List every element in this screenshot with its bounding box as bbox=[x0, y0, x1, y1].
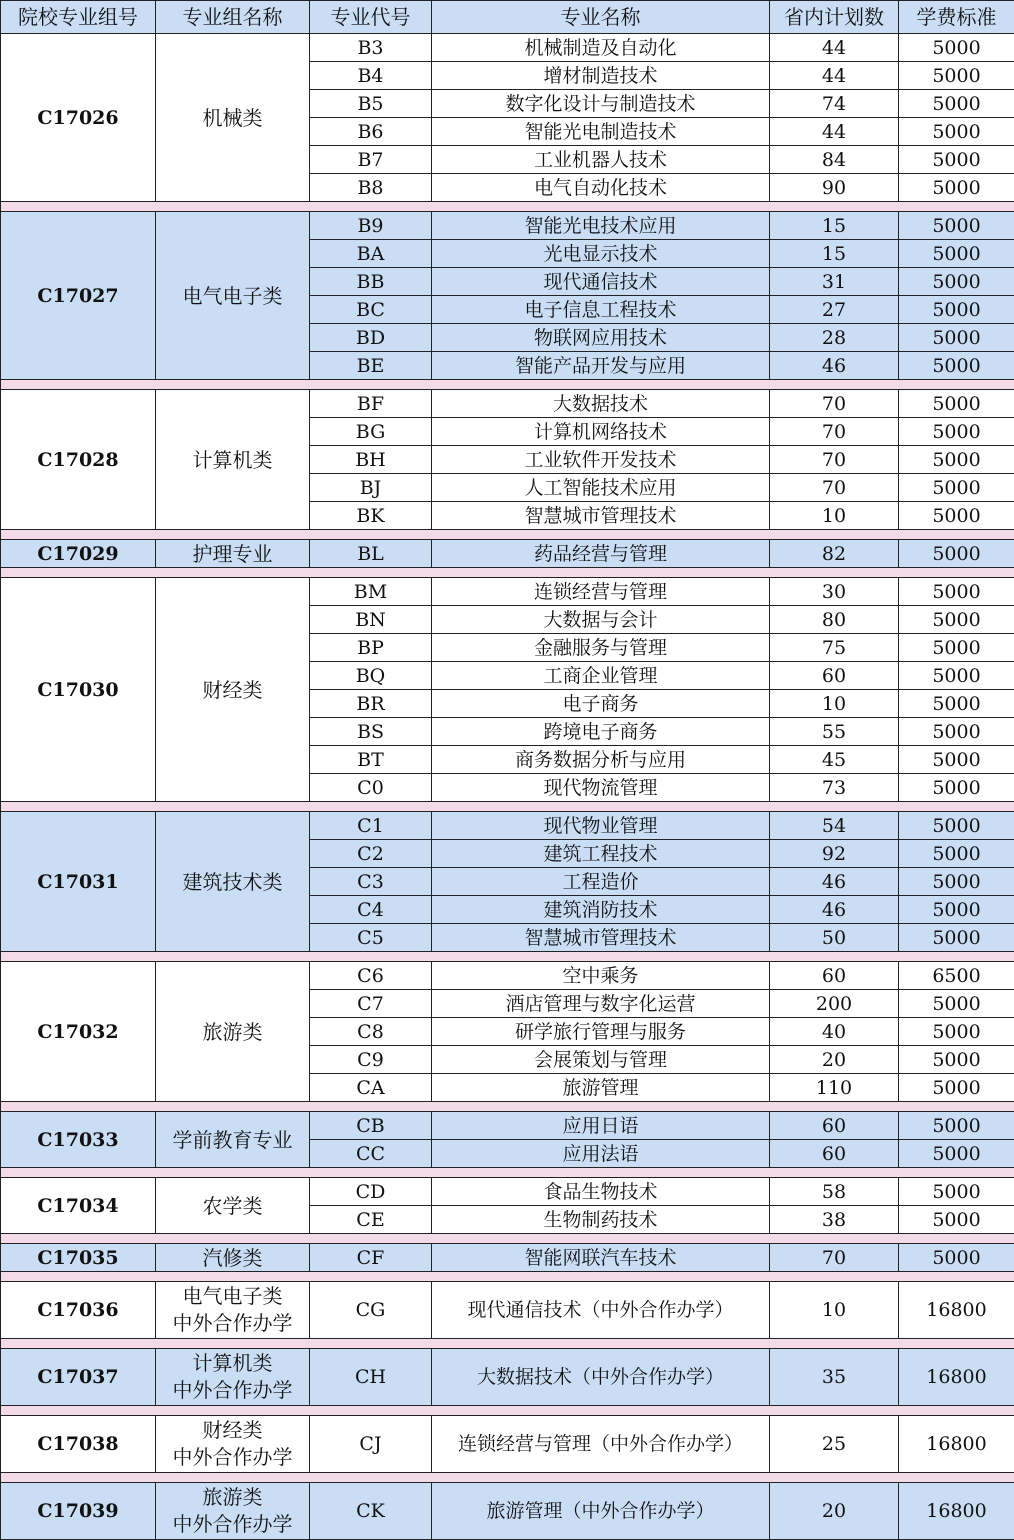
major-code: C9 bbox=[310, 1046, 432, 1074]
group-separator bbox=[1, 568, 1014, 578]
plan-count: 46 bbox=[770, 868, 899, 896]
group-name: 电气电子类 bbox=[156, 212, 310, 380]
separator-cell bbox=[1, 380, 1014, 390]
major-code: BF bbox=[310, 390, 432, 418]
major-name: 现代物业管理 bbox=[432, 812, 770, 840]
major-name: 研学旅行管理与服务 bbox=[432, 1018, 770, 1046]
plan-count: 35 bbox=[770, 1349, 899, 1406]
major-code: BR bbox=[310, 690, 432, 718]
plan-count: 44 bbox=[770, 118, 899, 146]
plan-count: 60 bbox=[770, 662, 899, 690]
group-separator bbox=[1, 1102, 1014, 1112]
major-code: BA bbox=[310, 240, 432, 268]
tuition: 5000 bbox=[899, 662, 1014, 690]
major-code: BS bbox=[310, 718, 432, 746]
tuition: 5000 bbox=[899, 502, 1014, 530]
table-row bbox=[1, 1244, 1014, 1272]
header-group-code: 院校专业组号 bbox=[1, 1, 156, 34]
group-code: C17027 bbox=[1, 212, 156, 380]
separator-cell bbox=[1, 952, 1014, 962]
plan-count: 15 bbox=[770, 240, 899, 268]
major-code: C3 bbox=[310, 868, 432, 896]
group-name: 护理专业 bbox=[156, 540, 310, 568]
major-code: B4 bbox=[310, 62, 432, 90]
table-row bbox=[1, 540, 1014, 568]
plan-count: 20 bbox=[770, 1046, 899, 1074]
group-name: 电气电子类 中外合作办学 bbox=[156, 1282, 310, 1339]
major-code: BP bbox=[310, 634, 432, 662]
group-code: C17036 bbox=[1, 1282, 156, 1339]
major-code: B6 bbox=[310, 118, 432, 146]
group-code: C17038 bbox=[1, 1416, 156, 1473]
plan-count: 70 bbox=[770, 446, 899, 474]
group-separator bbox=[1, 1168, 1014, 1178]
major-code: CD bbox=[310, 1178, 432, 1206]
major-code: C2 bbox=[310, 840, 432, 868]
group-name: 建筑技术类 bbox=[156, 812, 310, 952]
major-code: BT bbox=[310, 746, 432, 774]
tuition: 5000 bbox=[899, 1112, 1014, 1140]
major-code: CB bbox=[310, 1112, 432, 1140]
major-name: 建筑工程技术 bbox=[432, 840, 770, 868]
tuition: 16800 bbox=[899, 1416, 1014, 1473]
separator-cell bbox=[1, 1272, 1014, 1282]
major-name: 电子商务 bbox=[432, 690, 770, 718]
major-name: 现代通信技术 bbox=[432, 268, 770, 296]
plan-count: 44 bbox=[770, 62, 899, 90]
major-code: BE bbox=[310, 352, 432, 380]
group-name: 计算机类 bbox=[156, 390, 310, 530]
major-code: CH bbox=[310, 1349, 432, 1406]
major-name: 光电显示技术 bbox=[432, 240, 770, 268]
major-name: 智慧城市管理技术 bbox=[432, 924, 770, 952]
plan-count: 80 bbox=[770, 606, 899, 634]
plan-count: 75 bbox=[770, 634, 899, 662]
plan-count: 46 bbox=[770, 352, 899, 380]
major-name: 工商企业管理 bbox=[432, 662, 770, 690]
major-name: 连锁经营与管理（中外合作办学） bbox=[432, 1416, 770, 1473]
group-code: C17029 bbox=[1, 540, 156, 568]
tuition: 5000 bbox=[899, 540, 1014, 568]
group-code: C17028 bbox=[1, 390, 156, 530]
group-separator bbox=[1, 1272, 1014, 1282]
tuition: 5000 bbox=[899, 924, 1014, 952]
plan-count: 38 bbox=[770, 1206, 899, 1234]
plan-count: 70 bbox=[770, 1244, 899, 1272]
plan-count: 40 bbox=[770, 1018, 899, 1046]
group-separator bbox=[1, 1234, 1014, 1244]
major-code: C6 bbox=[310, 962, 432, 990]
group-name: 旅游类 中外合作办学 bbox=[156, 1483, 310, 1540]
group-code: C17026 bbox=[1, 34, 156, 202]
major-code: B9 bbox=[310, 212, 432, 240]
separator-cell bbox=[1, 530, 1014, 540]
major-name: 现代物流管理 bbox=[432, 774, 770, 802]
major-name: 旅游管理 bbox=[432, 1074, 770, 1102]
group-name: 财经类 中外合作办学 bbox=[156, 1416, 310, 1473]
group-separator bbox=[1, 380, 1014, 390]
major-code: CC bbox=[310, 1140, 432, 1168]
plan-count: 46 bbox=[770, 896, 899, 924]
major-name: 旅游管理（中外合作办学） bbox=[432, 1483, 770, 1540]
major-code: BH bbox=[310, 446, 432, 474]
plan-count: 60 bbox=[770, 1112, 899, 1140]
separator-cell bbox=[1, 802, 1014, 812]
tuition: 6500 bbox=[899, 962, 1014, 990]
major-name: 大数据技术 bbox=[432, 390, 770, 418]
plan-count: 58 bbox=[770, 1178, 899, 1206]
major-name: 数字化设计与制造技术 bbox=[432, 90, 770, 118]
tuition: 5000 bbox=[899, 118, 1014, 146]
plan-count: 74 bbox=[770, 90, 899, 118]
major-name: 金融服务与管理 bbox=[432, 634, 770, 662]
major-name: 智能网联汽车技术 bbox=[432, 1244, 770, 1272]
tuition: 5000 bbox=[899, 718, 1014, 746]
table-body bbox=[1, 34, 1014, 1540]
header-tuition: 学费标准 bbox=[899, 1, 1014, 34]
separator-cell bbox=[1, 1168, 1014, 1178]
header-group-name: 专业组名称 bbox=[156, 1, 310, 34]
group-code: C17039 bbox=[1, 1483, 156, 1540]
major-name: 智能光电制造技术 bbox=[432, 118, 770, 146]
major-name: 物联网应用技术 bbox=[432, 324, 770, 352]
group-separator bbox=[1, 202, 1014, 212]
plan-count: 10 bbox=[770, 690, 899, 718]
major-name: 大数据技术（中外合作办学） bbox=[432, 1349, 770, 1406]
group-separator bbox=[1, 530, 1014, 540]
table-row bbox=[1, 1282, 1014, 1339]
group-name: 旅游类 bbox=[156, 962, 310, 1102]
plan-count: 55 bbox=[770, 718, 899, 746]
tuition: 5000 bbox=[899, 774, 1014, 802]
group-code: C17030 bbox=[1, 578, 156, 802]
plan-count: 44 bbox=[770, 34, 899, 62]
group-code: C17031 bbox=[1, 812, 156, 952]
tuition: 5000 bbox=[899, 868, 1014, 896]
major-name: 跨境电子商务 bbox=[432, 718, 770, 746]
header-plan-count: 省内计划数 bbox=[770, 1, 899, 34]
group-name: 农学类 bbox=[156, 1178, 310, 1234]
tuition: 5000 bbox=[899, 1046, 1014, 1074]
group-code: C17037 bbox=[1, 1349, 156, 1406]
plan-count: 30 bbox=[770, 578, 899, 606]
table-row bbox=[1, 1349, 1014, 1406]
major-code: C4 bbox=[310, 896, 432, 924]
major-name: 酒店管理与数字化运营 bbox=[432, 990, 770, 1018]
major-code: C1 bbox=[310, 812, 432, 840]
tuition: 5000 bbox=[899, 268, 1014, 296]
major-code: C5 bbox=[310, 924, 432, 952]
table-row bbox=[1, 578, 1014, 606]
tuition: 5000 bbox=[899, 352, 1014, 380]
plan-count: 20 bbox=[770, 1483, 899, 1540]
plan-count: 110 bbox=[770, 1074, 899, 1102]
major-code: CJ bbox=[310, 1416, 432, 1473]
tuition: 5000 bbox=[899, 212, 1014, 240]
plan-count: 70 bbox=[770, 390, 899, 418]
plan-count: 31 bbox=[770, 268, 899, 296]
plan-count: 60 bbox=[770, 1140, 899, 1168]
major-name: 工业机器人技术 bbox=[432, 146, 770, 174]
major-code: BL bbox=[310, 540, 432, 568]
major-code: B8 bbox=[310, 174, 432, 202]
header-row bbox=[1, 1, 1014, 34]
tuition: 5000 bbox=[899, 690, 1014, 718]
tuition: 5000 bbox=[899, 1018, 1014, 1046]
plan-count: 200 bbox=[770, 990, 899, 1018]
group-code: C17034 bbox=[1, 1178, 156, 1234]
major-name: 智能光电技术应用 bbox=[432, 212, 770, 240]
major-name: 智慧城市管理技术 bbox=[432, 502, 770, 530]
tuition: 5000 bbox=[899, 174, 1014, 202]
major-code: B7 bbox=[310, 146, 432, 174]
tuition: 16800 bbox=[899, 1282, 1014, 1339]
table-row bbox=[1, 812, 1014, 840]
major-code: C8 bbox=[310, 1018, 432, 1046]
major-name: 工程造价 bbox=[432, 868, 770, 896]
major-name: 空中乘务 bbox=[432, 962, 770, 990]
separator-cell bbox=[1, 568, 1014, 578]
table-row bbox=[1, 1112, 1014, 1140]
plan-count: 70 bbox=[770, 418, 899, 446]
tuition: 5000 bbox=[899, 840, 1014, 868]
separator-cell bbox=[1, 1406, 1014, 1416]
major-code: CA bbox=[310, 1074, 432, 1102]
tuition: 5000 bbox=[899, 1140, 1014, 1168]
separator-cell bbox=[1, 1234, 1014, 1244]
tuition: 5000 bbox=[899, 146, 1014, 174]
group-separator bbox=[1, 1339, 1014, 1349]
plan-count: 10 bbox=[770, 502, 899, 530]
tuition: 5000 bbox=[899, 324, 1014, 352]
major-code: B5 bbox=[310, 90, 432, 118]
major-code: BN bbox=[310, 606, 432, 634]
major-name: 建筑消防技术 bbox=[432, 896, 770, 924]
plan-count: 50 bbox=[770, 924, 899, 952]
major-code: BB bbox=[310, 268, 432, 296]
tuition: 5000 bbox=[899, 746, 1014, 774]
group-separator bbox=[1, 952, 1014, 962]
tuition: 5000 bbox=[899, 390, 1014, 418]
group-code: C17035 bbox=[1, 1244, 156, 1272]
tuition: 5000 bbox=[899, 90, 1014, 118]
tuition: 5000 bbox=[899, 578, 1014, 606]
tuition: 5000 bbox=[899, 896, 1014, 924]
tuition: 5000 bbox=[899, 812, 1014, 840]
major-code: BQ bbox=[310, 662, 432, 690]
plan-count: 27 bbox=[770, 296, 899, 324]
major-name: 生物制药技术 bbox=[432, 1206, 770, 1234]
tuition: 5000 bbox=[899, 606, 1014, 634]
major-name: 大数据与会计 bbox=[432, 606, 770, 634]
major-name: 智能产品开发与应用 bbox=[432, 352, 770, 380]
major-name: 会展策划与管理 bbox=[432, 1046, 770, 1074]
tuition: 5000 bbox=[899, 34, 1014, 62]
plan-count: 90 bbox=[770, 174, 899, 202]
table-row bbox=[1, 1483, 1014, 1540]
tuition: 5000 bbox=[899, 296, 1014, 324]
major-name: 现代通信技术（中外合作办学） bbox=[432, 1282, 770, 1339]
tuition: 5000 bbox=[899, 1244, 1014, 1272]
major-name: 电子信息工程技术 bbox=[432, 296, 770, 324]
tuition: 5000 bbox=[899, 474, 1014, 502]
tuition: 5000 bbox=[899, 634, 1014, 662]
plan-count: 25 bbox=[770, 1416, 899, 1473]
tuition: 5000 bbox=[899, 240, 1014, 268]
plan-count: 82 bbox=[770, 540, 899, 568]
table-row bbox=[1, 962, 1014, 990]
separator-cell bbox=[1, 1339, 1014, 1349]
plan-count: 28 bbox=[770, 324, 899, 352]
major-name: 应用日语 bbox=[432, 1112, 770, 1140]
major-code: C7 bbox=[310, 990, 432, 1018]
plan-count: 15 bbox=[770, 212, 899, 240]
plan-count: 70 bbox=[770, 474, 899, 502]
separator-cell bbox=[1, 1473, 1014, 1483]
plan-count: 92 bbox=[770, 840, 899, 868]
major-name: 电气自动化技术 bbox=[432, 174, 770, 202]
major-name: 人工智能技术应用 bbox=[432, 474, 770, 502]
tuition: 16800 bbox=[899, 1349, 1014, 1406]
major-code: BJ bbox=[310, 474, 432, 502]
major-name: 机械制造及自动化 bbox=[432, 34, 770, 62]
group-name: 计算机类 中外合作办学 bbox=[156, 1349, 310, 1406]
table-row bbox=[1, 34, 1014, 62]
tuition: 5000 bbox=[899, 990, 1014, 1018]
table-row bbox=[1, 1178, 1014, 1206]
separator-cell bbox=[1, 202, 1014, 212]
major-code: B3 bbox=[310, 34, 432, 62]
major-name: 连锁经营与管理 bbox=[432, 578, 770, 606]
major-code: CF bbox=[310, 1244, 432, 1272]
major-name: 应用法语 bbox=[432, 1140, 770, 1168]
major-name: 食品生物技术 bbox=[432, 1178, 770, 1206]
group-name: 财经类 bbox=[156, 578, 310, 802]
group-code: C17032 bbox=[1, 962, 156, 1102]
tuition: 5000 bbox=[899, 1178, 1014, 1206]
group-name: 汽修类 bbox=[156, 1244, 310, 1272]
tuition: 16800 bbox=[899, 1483, 1014, 1540]
tuition: 5000 bbox=[899, 62, 1014, 90]
tuition: 5000 bbox=[899, 446, 1014, 474]
major-code: BG bbox=[310, 418, 432, 446]
major-code: BK bbox=[310, 502, 432, 530]
plan-count: 73 bbox=[770, 774, 899, 802]
table-row bbox=[1, 212, 1014, 240]
tuition: 5000 bbox=[899, 1206, 1014, 1234]
major-code: CE bbox=[310, 1206, 432, 1234]
group-separator bbox=[1, 1406, 1014, 1416]
major-code: BM bbox=[310, 578, 432, 606]
major-code: C0 bbox=[310, 774, 432, 802]
plan-count: 45 bbox=[770, 746, 899, 774]
tuition: 5000 bbox=[899, 1074, 1014, 1102]
group-name: 学前教育专业 bbox=[156, 1112, 310, 1168]
plan-count: 60 bbox=[770, 962, 899, 990]
major-code: CK bbox=[310, 1483, 432, 1540]
major-name: 计算机网络技术 bbox=[432, 418, 770, 446]
group-name: 机械类 bbox=[156, 34, 310, 202]
tuition: 5000 bbox=[899, 418, 1014, 446]
header-major-name: 专业名称 bbox=[432, 1, 770, 34]
plan-count: 84 bbox=[770, 146, 899, 174]
group-separator bbox=[1, 802, 1014, 812]
major-name: 工业软件开发技术 bbox=[432, 446, 770, 474]
plan-count: 54 bbox=[770, 812, 899, 840]
group-separator bbox=[1, 1473, 1014, 1483]
major-name: 商务数据分析与应用 bbox=[432, 746, 770, 774]
plan-count: 10 bbox=[770, 1282, 899, 1339]
major-name: 药品经营与管理 bbox=[432, 540, 770, 568]
major-code: BD bbox=[310, 324, 432, 352]
major-code: BC bbox=[310, 296, 432, 324]
table-row bbox=[1, 390, 1014, 418]
group-code: C17033 bbox=[1, 1112, 156, 1168]
header-major-code: 专业代号 bbox=[310, 1, 432, 34]
major-code: CG bbox=[310, 1282, 432, 1339]
separator-cell bbox=[1, 1102, 1014, 1112]
table-row bbox=[1, 1416, 1014, 1473]
major-name: 增材制造技术 bbox=[432, 62, 770, 90]
